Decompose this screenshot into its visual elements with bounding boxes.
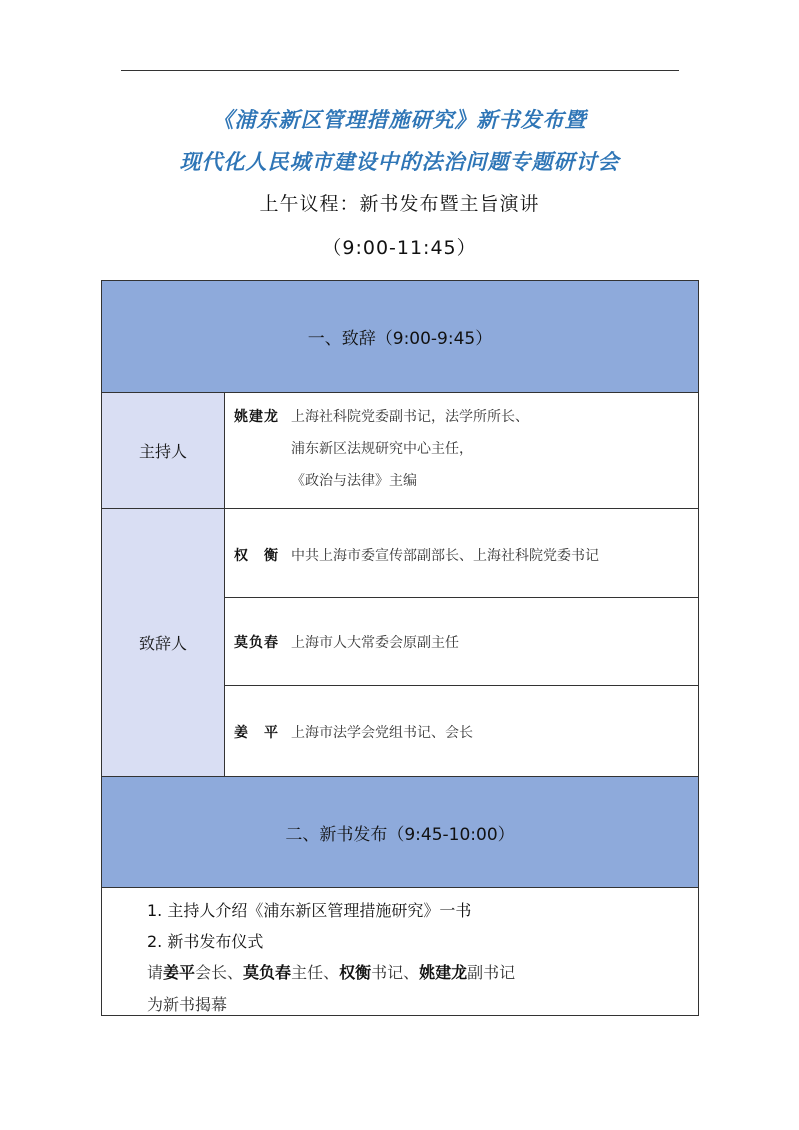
host-title-line: 《政治与法律》主编 <box>291 473 417 489</box>
section-heading-welcome: 一、致辞（9:00-9:45） <box>102 281 698 393</box>
participant-name: 姚建龙 <box>419 963 468 982</box>
speaker-role-label: 致辞人 <box>102 509 225 776</box>
text: 副书记 <box>467 963 516 982</box>
unveiling-participants <box>147 960 515 983</box>
participant-name: 姜平 <box>163 963 196 982</box>
release-item-1: 1. 主持人介绍《浦东新区管理措施研究》一书 <box>147 901 472 920</box>
speaker-row <box>225 509 698 598</box>
book-release-details <box>102 888 698 1015</box>
host-title-line: 浦东新区法规研究中心主任， <box>291 441 473 457</box>
speaker-name: 姜 平 <box>234 725 279 741</box>
speaker-title: 上海市人大常委会原副主任 <box>291 635 459 651</box>
text: 书记、 <box>371 963 420 982</box>
session-title: 上午议程：新书发布暨主旨演讲 <box>259 193 540 215</box>
participant-name: 权衡 <box>339 963 372 982</box>
page-title-line-2: 现代化人民城市建设中的法治问题专题研讨会 <box>179 149 620 174</box>
page-title-line-1: 《浦东新区管理措施研究》新书发布暨 <box>212 107 587 132</box>
host-title-line: 上海社科院党委副书记，法学所所长、 <box>291 409 529 425</box>
speaker-name: 莫负春 <box>234 635 279 651</box>
speaker-row <box>225 686 698 776</box>
speaker-title: 中共上海市委宣传部副部长、上海社科院党委书记 <box>291 548 599 564</box>
unveiling-note: 为新书揭幕 <box>147 995 228 1014</box>
agenda-table <box>101 280 699 1016</box>
host-row <box>225 393 698 509</box>
text: 主任、 <box>291 963 340 982</box>
session-time: （9:00-11:45） <box>322 237 477 259</box>
text: 请 <box>147 963 164 982</box>
header-rule <box>121 70 679 71</box>
speaker-title: 上海市法学会党组书记、会长 <box>291 725 473 741</box>
participant-name: 莫负春 <box>243 963 292 982</box>
text: 会长、 <box>195 963 244 982</box>
release-item-2: 2. 新书发布仪式 <box>147 932 264 951</box>
host-role-label: 主持人 <box>102 393 225 509</box>
speaker-row <box>225 598 698 686</box>
host-name: 姚建龙 <box>234 409 279 425</box>
section-heading-book-release: 二、新书发布（9:45-10:00） <box>102 776 698 888</box>
speaker-name: 权 衡 <box>234 548 279 564</box>
